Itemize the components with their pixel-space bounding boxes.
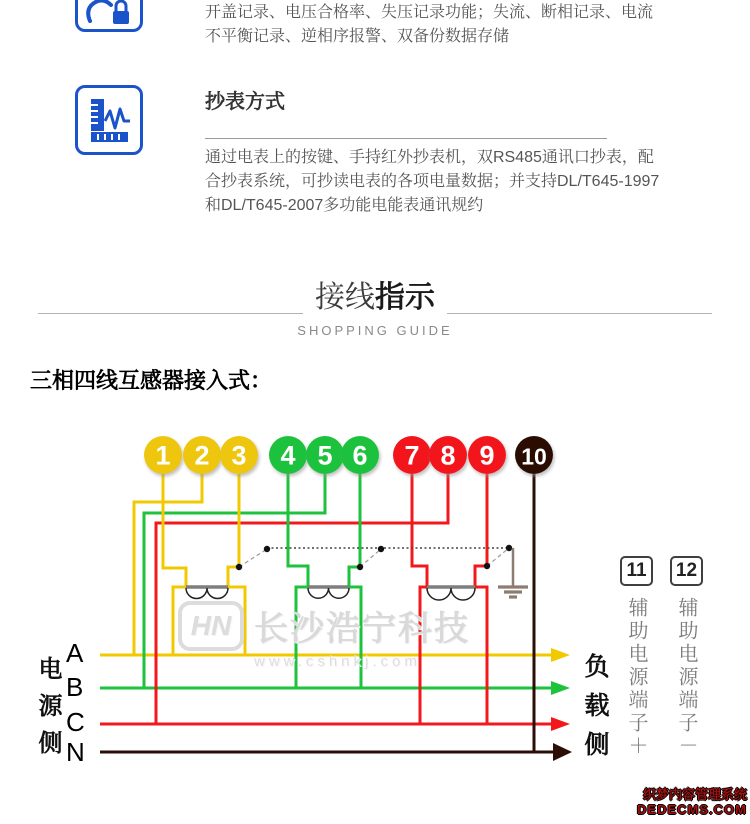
load-side-label: 负载侧 [581, 653, 609, 770]
load-arrow-n [553, 743, 572, 761]
load-arrow-a [551, 648, 570, 662]
junction-dot-4 [378, 546, 384, 552]
cms-badge-line1: 织梦内容管理系统 [642, 787, 747, 802]
earth-diagonal-3 [487, 548, 509, 566]
t8-voltage-tap-c [156, 470, 448, 724]
terminal-number-6: 6 [352, 440, 368, 471]
phase-label-c: C [66, 707, 85, 737]
t6-ct-b-s2 [349, 470, 360, 588]
terminal-number-2: 2 [194, 440, 210, 471]
ct-c-coils [427, 588, 475, 600]
aux-caption-12: 辅助电源端子－ [675, 597, 697, 758]
feature-text-2: 通过电表上的按键、手持红外抄表机，双RS485通讯口抄表，配合抄表系统，可抄读电表的各项电量数据；并支持DL/T645-1997和DL/T645-2007多功能电能表通讯规约 [205, 149, 660, 214]
phase-label-a: A [66, 638, 84, 668]
t1-ct-a-s1 [163, 470, 186, 588]
watermark-url: www.cshnkj.com [254, 653, 421, 670]
junction-dot-6 [506, 545, 512, 551]
t3-ct-a-s2 [228, 470, 239, 588]
watermark [178, 601, 470, 670]
section-title-regular: 接线 [315, 281, 375, 314]
terminal-number-5: 5 [317, 440, 333, 471]
t4-ct-b-s1 [288, 470, 308, 588]
terminal-number-1: 1 [155, 440, 171, 471]
junction-dot-2 [264, 546, 270, 552]
watermark-company: 长沙浩宁科技 [254, 610, 470, 648]
watermark-logo: HN [178, 601, 244, 651]
phase-label-n: N [66, 737, 85, 767]
source-side-label: 电源侧 [34, 656, 61, 767]
t7-ct-c-s1 [412, 470, 427, 588]
earth-diagonal-1 [239, 549, 267, 567]
feature-title-2: 抄表方式 [205, 91, 285, 113]
junction-dot-3 [357, 564, 363, 570]
load-arrow-c [551, 717, 570, 731]
terminal-number-3: 3 [231, 440, 247, 471]
section-subtitle: SHOPPING GUIDE [297, 323, 453, 338]
earth-diagonal-2 [360, 549, 381, 567]
section-title-bold: 指示 [375, 281, 435, 314]
terminal-number-7: 7 [404, 440, 420, 471]
aux-terminal-12: 12 [670, 556, 703, 586]
ct-a-coils [186, 588, 228, 599]
diagram-caption: 三相四线互感器接入式： [30, 368, 273, 393]
aux-caption-11: 辅助电源端子＋ [625, 597, 647, 758]
t9-ct-c-s2 [475, 470, 487, 588]
terminal-number-8: 8 [440, 440, 456, 471]
phase-label-b: B [66, 672, 84, 702]
feature-text-1: 开盖记录、电压合格率、失压记录功能；失流、断相记录、电流不平衡记录、逆相序报警、双备份数据存储 [205, 4, 654, 45]
terminal-number-4: 4 [280, 440, 296, 471]
terminal-number-9: 9 [479, 440, 495, 471]
cms-badge-line2: DEDECMS.COM [637, 802, 747, 817]
terminal-number-10: 10 [521, 443, 547, 470]
cms-badge [637, 787, 747, 817]
junction-dot-5 [484, 563, 490, 569]
junction-dot-1 [236, 564, 242, 570]
aux-terminal-11: 11 [620, 556, 653, 586]
load-arrow-b [551, 681, 570, 695]
ct-b-coils [308, 588, 349, 598]
